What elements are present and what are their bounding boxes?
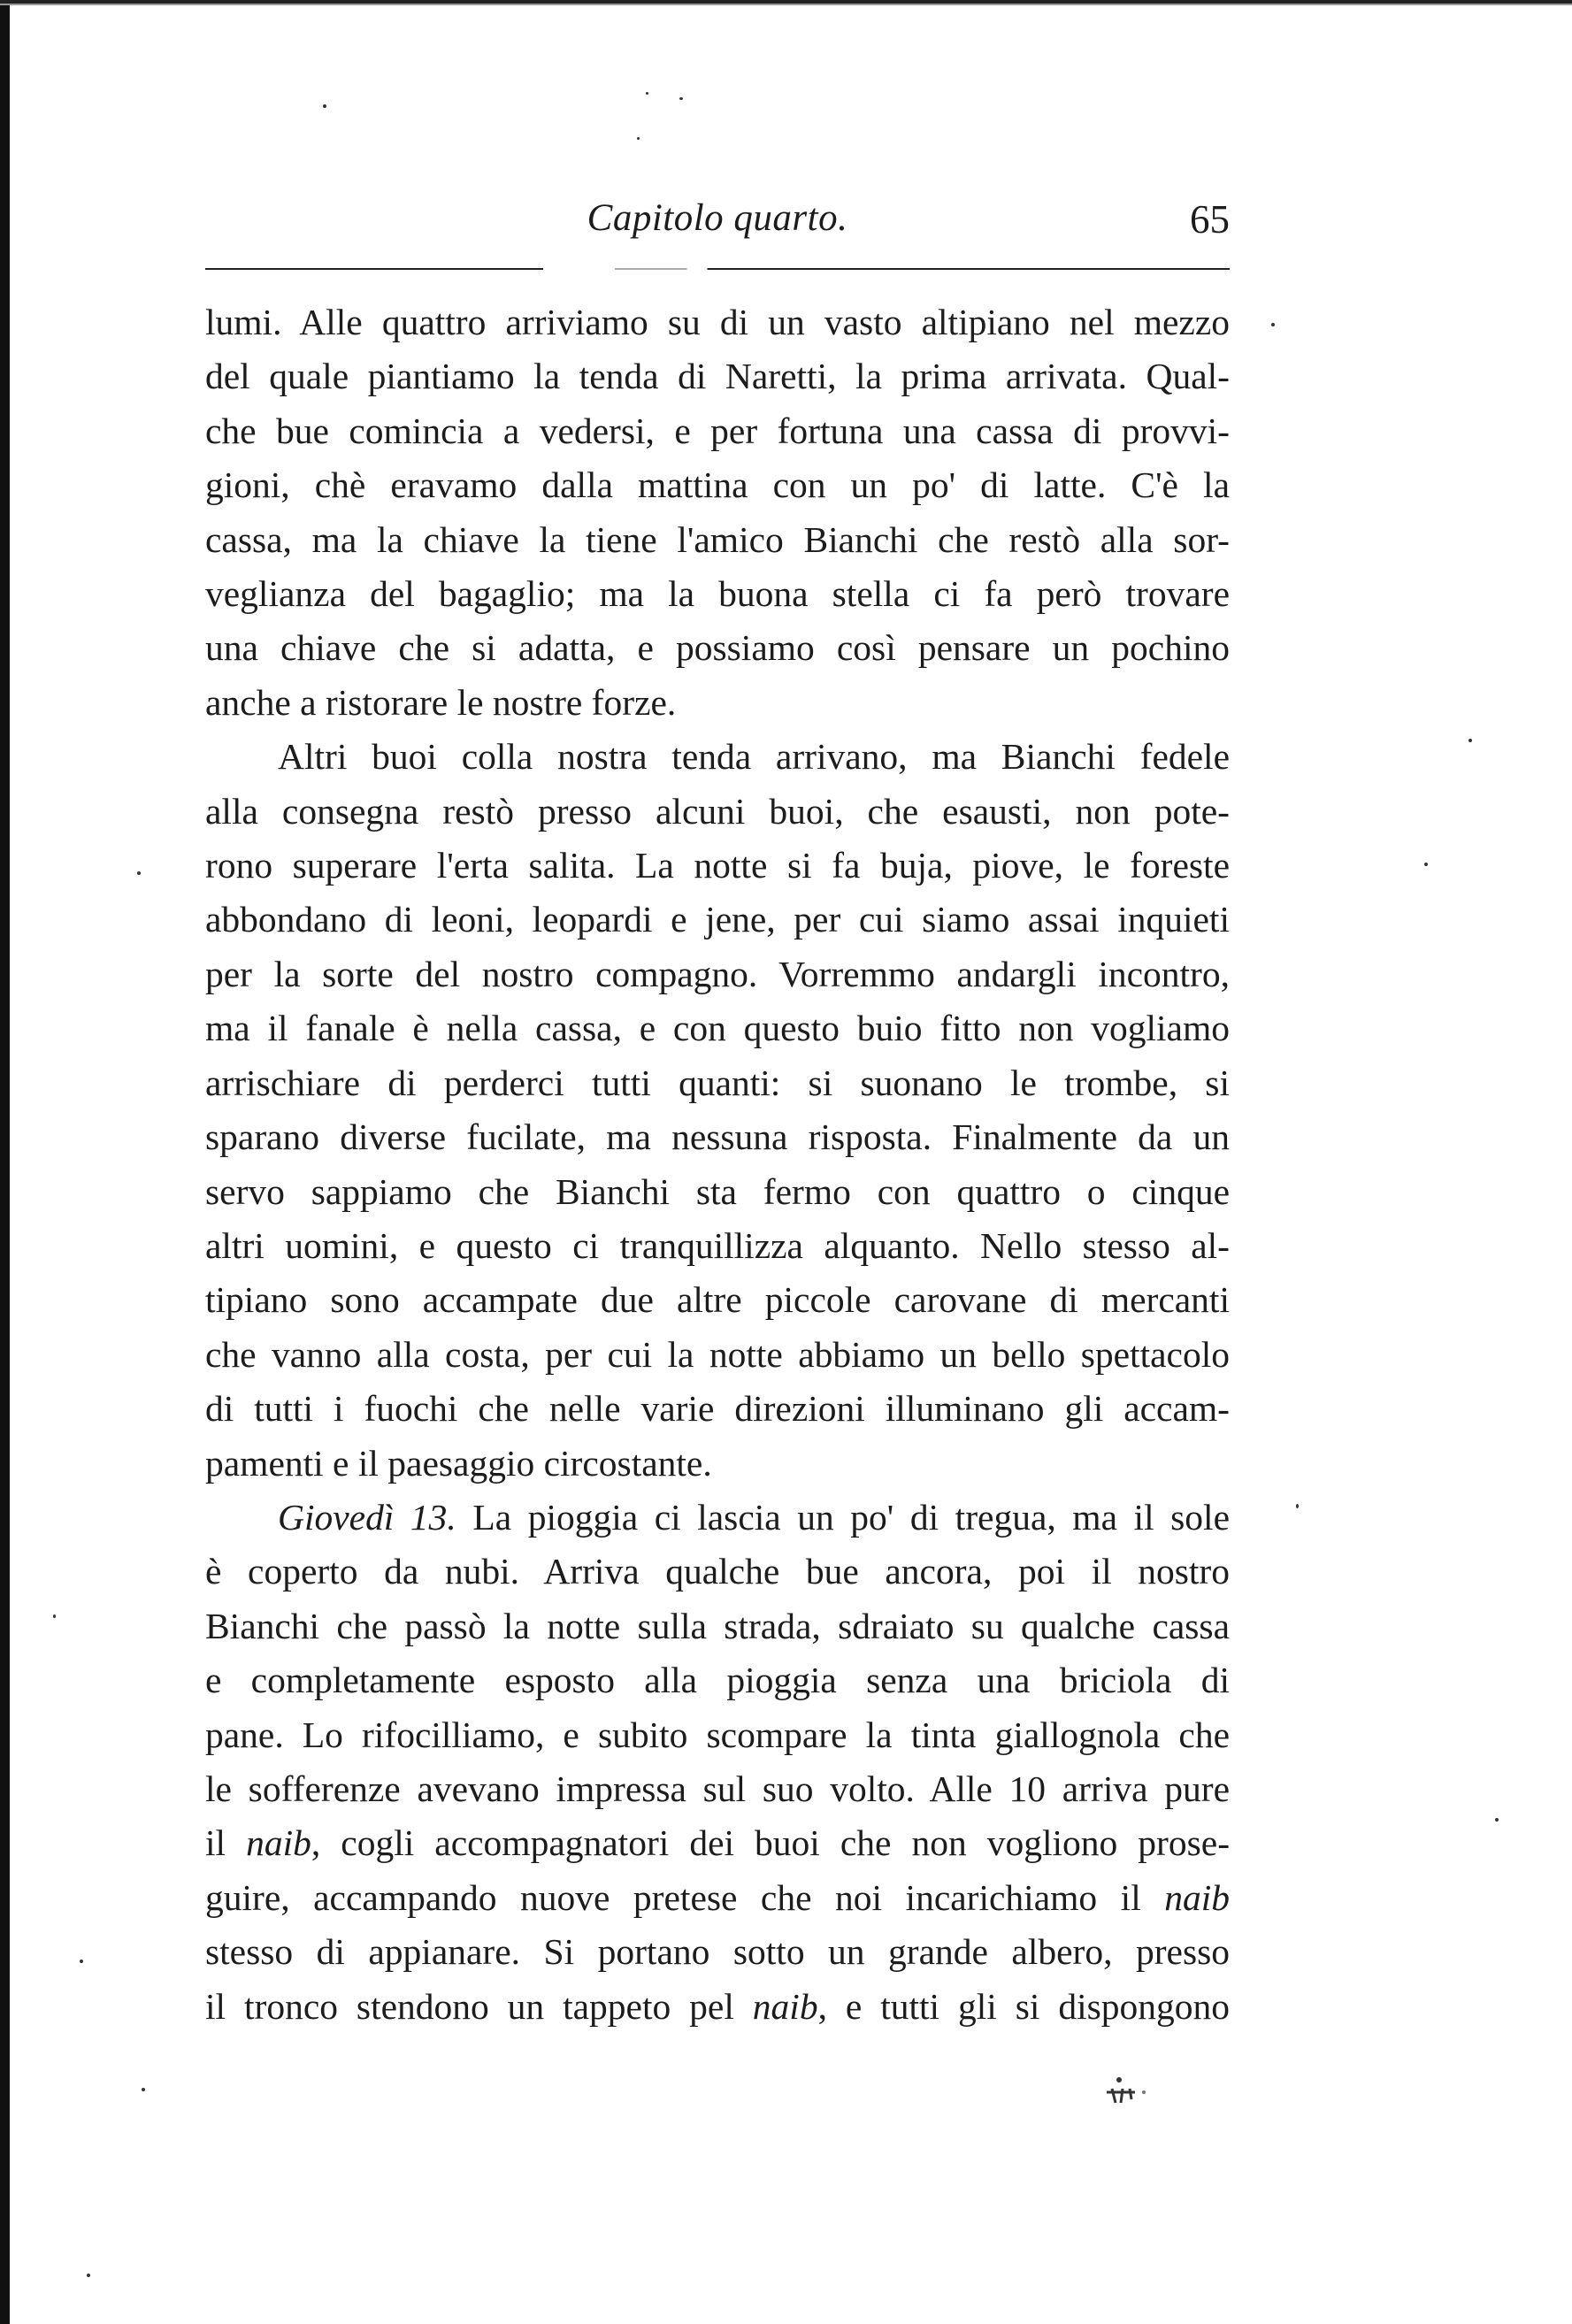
paragraph-2 bbox=[205, 730, 1230, 1491]
scan-speck bbox=[679, 97, 683, 100]
text-line: che bue comincia a vedersi, e per fortuna una cassa di provvi- bbox=[205, 410, 1230, 451]
text-fragment: La pioggia ci lascia un po' di tregua, ma il sole bbox=[472, 1496, 1231, 1538]
text-line: rono superare l'erta salita. La notte si fa buja, piove, le foreste bbox=[205, 845, 1230, 886]
text-line: sparano diverse fucilate, ma nessuna risposta. Finalmente da un bbox=[205, 1116, 1230, 1158]
text-line: ma il fanale è nella cassa, e con questo buio fitto non vogliamo bbox=[205, 1008, 1230, 1049]
text-line: servo sappiamo che Bianchi sta fermo con quattro o cinque bbox=[205, 1170, 1230, 1212]
scan-speck bbox=[80, 1960, 83, 1963]
text-line: il naib, cogli accompagnatori dei buoi che non vogliono prose- bbox=[205, 1822, 1231, 1864]
text-line: altri uomini, e questo ci tranquillizza alquanto. Nello stesso al- bbox=[205, 1224, 1230, 1266]
page-header bbox=[205, 193, 1230, 255]
text-line: pamenti e il paesaggio circostante. bbox=[205, 1442, 712, 1484]
emphasis-word: naib bbox=[752, 1985, 818, 2027]
scan-speck bbox=[1424, 863, 1428, 866]
text-fragment: il bbox=[205, 1822, 226, 1864]
scan-speck bbox=[1495, 1818, 1499, 1822]
text-line: pane. Lo rifocilliamo, e subito scompare la tinta giallognola che bbox=[205, 1714, 1230, 1755]
text-line: tipiano sono accampate due altre piccole carovane di mercanti bbox=[205, 1279, 1230, 1321]
text-line: per la sorte del nostro compagno. Vorremmo andargli incontro, bbox=[205, 953, 1230, 994]
paragraph-1 bbox=[205, 295, 1230, 730]
library-stamp-icon bbox=[1100, 2073, 1153, 2108]
date-label: Giovedì 13. bbox=[278, 1496, 456, 1538]
text-line: abbondano di leoni, leopardi e jene, per cui siamo assai inquieti bbox=[205, 899, 1230, 940]
scan-speck bbox=[1468, 739, 1472, 742]
header-rule bbox=[205, 268, 1230, 270]
emphasis-word: naib bbox=[246, 1822, 311, 1864]
text-line: una chiave che si adatta, e possiamo così pensare un pochino bbox=[205, 627, 1230, 669]
text-line: arrischiare di perderci tutti quanti: si suonano le trombe, si bbox=[205, 1062, 1230, 1103]
text-line: del quale piantiamo la tenda di Naretti, la prima arrivata. Qual- bbox=[205, 356, 1230, 397]
text-line: alla consegna restò presso alcuni buoi, che esausti, non pote- bbox=[205, 790, 1230, 832]
scan-speck bbox=[87, 2274, 90, 2277]
text-line: di tutti i fuochi che nelle varie direzioni illuminano gli accam- bbox=[205, 1388, 1230, 1430]
text-line: stesso di appianare. Si portano sotto un grande albero, presso bbox=[205, 1931, 1230, 1973]
text-line: anche a ristorare le nostre forze. bbox=[205, 681, 677, 723]
scan-speck bbox=[137, 871, 141, 875]
scan-speck bbox=[1271, 323, 1275, 326]
body-text bbox=[205, 295, 1230, 2034]
text-line: veglianza del bagaglio; ma la buona stella ci fa però trovare bbox=[205, 573, 1230, 615]
scan-speck bbox=[1296, 1504, 1299, 1508]
text-line: che vanno alla costa, per cui la notte abbiamo un bello spettacolo bbox=[205, 1333, 1230, 1375]
page-number: 65 bbox=[1190, 197, 1230, 242]
page-edge-top bbox=[0, 0, 1572, 8]
text-fragment: cogli accompagnatori dei buoi che non vogliono prose- bbox=[341, 1822, 1231, 1864]
paragraph-3 bbox=[205, 1491, 1230, 2034]
scan-speck bbox=[323, 104, 326, 108]
text-line bbox=[205, 1980, 1230, 2034]
text-fragment: il tronco stendono un tappeto pel bbox=[205, 1985, 734, 2027]
text-line: gioni, chè eravamo dalla mattina con un po' di latte. C'è la bbox=[205, 464, 1230, 506]
text-fragment: guire, accampando nuove pretese che noi incarichiamo il bbox=[205, 1876, 1141, 1918]
page-edge-left bbox=[0, 0, 10, 2324]
text-line: Bianchi che passò la notte sulla strada, sdraiato su qualche cassa bbox=[205, 1605, 1230, 1646]
scan-speck bbox=[53, 1615, 56, 1618]
scan-speck bbox=[637, 137, 640, 140]
text-line bbox=[205, 1871, 1230, 1925]
emphasis-word: naib bbox=[1164, 1876, 1231, 1918]
text-line: e completamente esposto alla pioggia senza una briciola di bbox=[205, 1660, 1230, 1701]
text-line: cassa, ma la chiave la tiene l'amico Bianchi che restò alla sor- bbox=[205, 518, 1230, 560]
text-fragment: , e tutti gli si dispongono bbox=[817, 1985, 1231, 2027]
text-line: lumi. Alle quattro arriviamo su di un vasto altipiano nel mezzo bbox=[205, 302, 1230, 342]
scan-speck bbox=[646, 92, 648, 95]
text-line: le sofferenze avevano impressa sul suo volto. Alle 10 arriva pure bbox=[205, 1768, 1230, 1809]
text-line: Altri buoi colla nostra tenda arrivano, ma Bianchi fedele bbox=[278, 736, 1230, 778]
text-line: è coperto da nubi. Arriva qualche bue ancora, poi il nostro bbox=[205, 1551, 1230, 1592]
running-title: Capitolo quarto. bbox=[587, 197, 848, 239]
text-line bbox=[205, 1491, 1230, 1545]
scan-speck bbox=[142, 2088, 145, 2091]
